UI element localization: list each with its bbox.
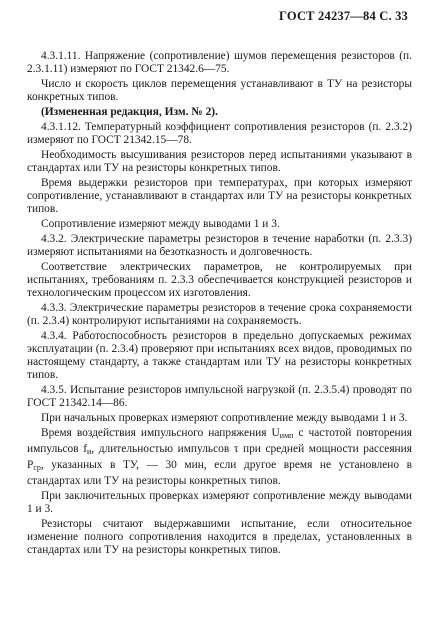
page-header: ГОСТ 24237—84 С. 33 [279,9,408,23]
pulse-text-1: Время воздействия импульсного напряжения U [41,426,280,439]
paragraph-4-3-1-11: 4.3.1.11. Напряжение (сопротивление) шумов перемещения резисторов (п. 2.3.1.11) измеряют по ГОСТ 21342.6—75. [27,50,412,75]
pulse-text-2: с частотой повторения импульсов f [27,426,412,455]
paragraph-drying: Необходимость высушивания резисторов перед испытаниями указывают в стандартах или ТУ на резисторы конкретных типов. [27,149,412,174]
voltage-subscript: имп [279,430,294,440]
paragraph-4-3-3: 4.3.3. Электрические параметры резисторов в течение срока сохраняемости (п. 2.3.4) контролируют испытаниями на сохраняемость. [27,302,412,327]
paragraph-initial-checks: При начальных проверках измеряют сопротивление между выводами 1 и 3. [41,411,408,424]
power-subscript: ср [33,462,41,472]
paragraph-conformity: Соответствие электрических параметров, не контролируемых при испытаниях, требованиям п. 2.3.3 обеспечивается конструкцией резисторов и технологическим процессом их изготовления. [27,261,412,299]
pulse-text-4: , указанных в ТУ, — 30 мин, если другое время не установлено в стандартах или ТУ на резисторы конкретных типов. [27,458,412,487]
paragraph-4-3-4: 4.3.4. Работоспособность резисторов в предельно допускаемых режимах эксплуатации (п. 2.3.4) проверяют при испытаниях всех видов, проводимых по настоящему стандарту, а также стандартам или ТУ на резисторы конкретных типов. [27,330,412,381]
frequency-subscript: и [87,446,92,456]
paragraph-4-3-1-12: 4.3.1.12. Температурный коэффициент сопротивления резисторов (п. 2.3.2) измеряют по ГОСТ 21342.15—78. [27,121,412,146]
paragraph-pass-criteria: Резисторы считают выдержавшими испытание, если относительное изменение полного сопротивления находится в пределах, установленных в стандартах или ТУ на резисторы конкретных типов. [27,517,412,556]
paragraph-exposure-time: Время выдержки резисторов при температурах, при которых измеряют сопротивление, устанавливают в стандартах или ТУ на резисторы конкретных типов. [27,177,412,215]
pulse-text-3: , длительностью импульсов τ при средней мощности рассеяния P [27,442,412,471]
document-body [27,50,412,559]
paragraph-4-3-2: 4.3.2. Электрические параметры резисторов в течение наработки (п. 2.3.3) измеряют испытаниями на безотказность и долговечность. [27,233,412,258]
paragraph-final-checks: При заключительных проверках измеряют сопротивление между выводами 1 и 3. [27,489,412,515]
paragraph-pulse-exposure [27,427,412,488]
paragraph-4-3-5: 4.3.5. Испытание резисторов импульсной нагрузкой (п. 2.3.5.4) проводят по ГОСТ 21342.14—86. [27,383,412,409]
paragraph-cycles: Число и скорость циклов перемещения устанавливают в ТУ на резисторы конкретных типов. [27,78,412,103]
paragraph-resistance-terminals: Сопротивление измеряют между выводами 1 и 3. [41,218,280,230]
amendment-note: (Измененная редакция, Изм. № 2). [41,106,218,118]
